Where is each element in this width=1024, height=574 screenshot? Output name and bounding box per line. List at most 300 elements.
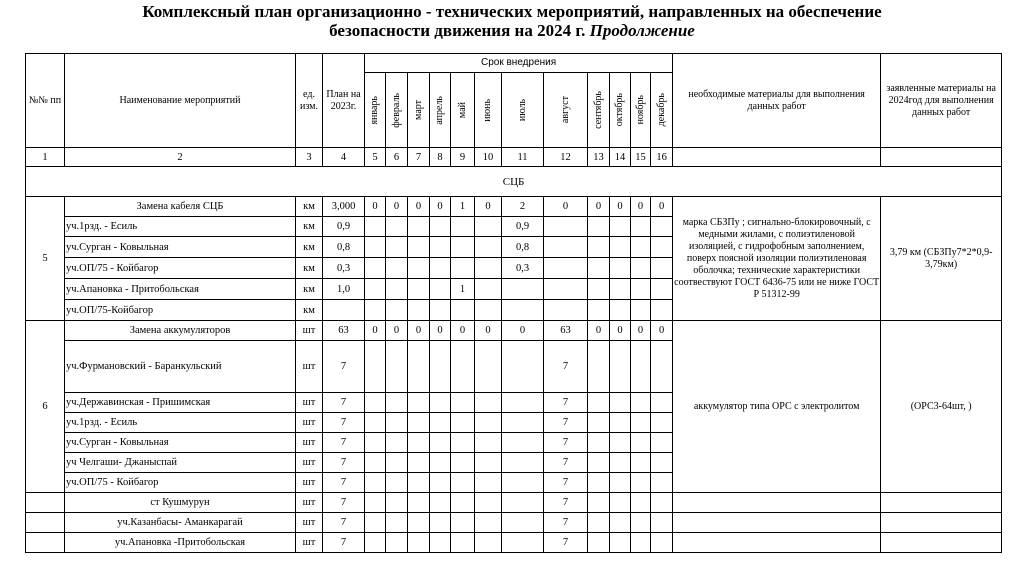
header-month-label: февраль <box>390 92 402 128</box>
column-number: 5 <box>365 148 386 167</box>
row-month-value <box>631 513 651 533</box>
row-month-value: 0 <box>386 197 408 217</box>
row-month-value <box>651 300 673 321</box>
row-month-value <box>651 433 673 453</box>
row-month-value <box>475 393 502 413</box>
header-month <box>475 73 502 148</box>
row-month-value <box>430 217 451 237</box>
header-plan: План на 2023г. <box>323 54 365 148</box>
row-month-value <box>430 258 451 279</box>
row-month-value: 0,8 <box>502 237 544 258</box>
row-month-value <box>408 513 430 533</box>
row-materials-empty <box>673 493 881 513</box>
row-plan: 63 <box>323 321 365 341</box>
row-month-value <box>475 258 502 279</box>
row-month-value <box>610 513 631 533</box>
row-plan: 7 <box>323 473 365 493</box>
row-plan: 0,3 <box>323 258 365 279</box>
row-unit: шт <box>296 513 323 533</box>
row-month-value <box>365 393 386 413</box>
row-unit: шт <box>296 433 323 453</box>
row-plan: 7 <box>323 493 365 513</box>
row-month-value <box>610 533 631 553</box>
row-name: уч.Сурган - Ковыльная <box>65 433 296 453</box>
row-month-value <box>386 433 408 453</box>
table-row <box>26 493 1002 513</box>
row-month-value <box>408 433 430 453</box>
column-number: 1 <box>26 148 65 167</box>
header-month-label: январь <box>369 95 380 125</box>
row-month-value <box>451 393 475 413</box>
row-month-value <box>610 493 631 513</box>
row-month-value <box>544 258 588 279</box>
materials-declared: 3,79 км (СБЗПу7*2*0,9-3,79км) <box>881 197 1002 321</box>
row-month-value: 7 <box>544 473 588 493</box>
header-month-label: сентябрь <box>592 91 604 129</box>
header-num: №№ пп <box>26 54 65 148</box>
row-name: ст Кушмурун <box>65 493 296 513</box>
row-unit: шт <box>296 413 323 433</box>
row-month-value <box>502 493 544 513</box>
row-month-value: 0 <box>610 197 631 217</box>
row-month-value <box>475 433 502 453</box>
row-month-value <box>451 453 475 473</box>
table-row <box>26 197 1002 217</box>
row-month-value <box>651 413 673 433</box>
row-month-value <box>588 258 610 279</box>
row-month-value <box>451 533 475 553</box>
row-month-value: 7 <box>544 493 588 513</box>
row-month-value <box>430 453 451 473</box>
header-month-label: май <box>456 101 468 119</box>
row-month-value <box>502 533 544 553</box>
row-unit: км <box>296 197 323 217</box>
row-month-value <box>475 533 502 553</box>
row-month-value: 0 <box>610 321 631 341</box>
header-deadline: Срок внедрения <box>365 54 673 73</box>
row-month-value <box>408 473 430 493</box>
row-month-value: 0 <box>588 321 610 341</box>
header-month-label: декабрь <box>655 93 667 127</box>
row-month-value <box>430 493 451 513</box>
row-plan: 0,8 <box>323 237 365 258</box>
materials-needed: марка СБЗПу ; сигнально-блокировочный, с медными жилами, с полиэтиленовой изоляцией, с гидрофобным заполнением, поверх поясной изоляции полиэтиленовая оболочка; технические характеристики соотвествуют ГОСТ 6436-75 или не ниже ГОСТ Р 51312-99 <box>673 197 881 321</box>
row-month-value <box>631 258 651 279</box>
row-month-value <box>408 237 430 258</box>
row-month-value <box>408 533 430 553</box>
row-month-value <box>544 300 588 321</box>
row-month-value: 0 <box>430 321 451 341</box>
row-month-value <box>610 217 631 237</box>
column-number: 10 <box>475 148 502 167</box>
row-month-value <box>430 279 451 300</box>
title-continued: Продолжение <box>589 21 695 40</box>
header-month <box>365 73 386 148</box>
row-month-value <box>610 237 631 258</box>
row-month-value <box>475 300 502 321</box>
row-month-value <box>631 279 651 300</box>
row-month-value <box>365 300 386 321</box>
row-month-value <box>631 493 651 513</box>
row-month-value <box>610 453 631 473</box>
row-month-value <box>588 393 610 413</box>
row-month-value <box>365 279 386 300</box>
row-month-value <box>631 217 651 237</box>
header-month-label: июль <box>516 98 528 122</box>
row-month-value: 7 <box>544 453 588 473</box>
row-month-value <box>651 258 673 279</box>
column-number: 16 <box>651 148 673 167</box>
row-month-value <box>651 217 673 237</box>
row-month-value: 7 <box>544 433 588 453</box>
header-month <box>544 73 588 148</box>
column-number: 11 <box>502 148 544 167</box>
row-month-value: 7 <box>544 513 588 533</box>
row-month-value <box>430 513 451 533</box>
row-materials-empty <box>881 513 1002 533</box>
row-month-value <box>365 237 386 258</box>
row-plan: 7 <box>323 533 365 553</box>
page-title <box>0 2 1024 40</box>
column-number: 12 <box>544 148 588 167</box>
header-month-label: июнь <box>482 98 493 122</box>
row-month-value: 0 <box>430 197 451 217</box>
row-name: уч.Державинская - Пришимская <box>65 393 296 413</box>
column-number-empty <box>881 148 1002 167</box>
row-month-value <box>408 453 430 473</box>
row-month-value <box>631 433 651 453</box>
row-name: Замена кабеля СЦБ <box>65 197 296 217</box>
header-materials-needed: необходимые материалы для выполнения данных работ <box>673 54 881 148</box>
row-month-value <box>610 341 631 393</box>
row-month-value <box>451 300 475 321</box>
row-month-value <box>408 493 430 513</box>
row-plan: 1,0 <box>323 279 365 300</box>
row-month-value <box>651 393 673 413</box>
header-month <box>631 73 651 148</box>
row-materials-empty <box>881 493 1002 513</box>
row-plan: 7 <box>323 513 365 533</box>
column-number: 13 <box>588 148 610 167</box>
title-line-2 <box>0 21 1024 40</box>
row-month-value <box>386 533 408 553</box>
row-month-value: 0 <box>475 321 502 341</box>
row-month-value <box>408 258 430 279</box>
row-plan: 7 <box>323 433 365 453</box>
header-month <box>386 73 408 148</box>
row-month-value <box>386 258 408 279</box>
row-month-value: 7 <box>544 533 588 553</box>
row-num-empty <box>26 513 65 533</box>
row-month-value <box>408 217 430 237</box>
row-month-value <box>588 413 610 433</box>
table-row <box>26 321 1002 341</box>
row-name: уч.Фурмановский - Баранкульский <box>65 341 296 393</box>
row-month-value <box>588 493 610 513</box>
row-month-value <box>588 473 610 493</box>
row-name: уч.Апановка - Притобольская <box>65 279 296 300</box>
row-month-value: 0 <box>502 321 544 341</box>
row-unit: шт <box>296 493 323 513</box>
row-month-value <box>386 393 408 413</box>
row-num-empty <box>26 533 65 553</box>
row-name: уч.Апановка -Притобольская <box>65 533 296 553</box>
row-month-value <box>386 279 408 300</box>
header-month-label: апрель <box>434 95 445 125</box>
row-month-value <box>430 393 451 413</box>
row-month-value <box>588 237 610 258</box>
row-plan: 7 <box>323 341 365 393</box>
row-unit: км <box>296 217 323 237</box>
row-name: Замена аккумуляторов <box>65 321 296 341</box>
group-number: 5 <box>26 197 65 321</box>
row-month-value: 0 <box>475 197 502 217</box>
row-month-value <box>430 300 451 321</box>
row-month-value: 0 <box>651 197 673 217</box>
row-month-value: 0 <box>451 321 475 341</box>
row-month-value <box>610 300 631 321</box>
header-unit: ед. изм. <box>296 54 323 148</box>
row-month-value <box>386 217 408 237</box>
row-month-value <box>631 393 651 413</box>
row-month-value <box>502 513 544 533</box>
row-month-value <box>430 237 451 258</box>
row-materials-empty <box>881 533 1002 553</box>
row-month-value <box>386 473 408 493</box>
row-month-value <box>651 473 673 493</box>
row-month-value <box>475 413 502 433</box>
column-number: 3 <box>296 148 323 167</box>
row-plan: 7 <box>323 413 365 433</box>
materials-declared: (ОРС3-64шт, ) <box>881 321 1002 493</box>
row-month-value <box>631 237 651 258</box>
row-month-value <box>451 473 475 493</box>
row-month-value <box>365 341 386 393</box>
column-number-empty <box>673 148 881 167</box>
row-month-value <box>651 341 673 393</box>
row-month-value <box>430 413 451 433</box>
row-name: уч.Казанбасы- Аманкарагай <box>65 513 296 533</box>
row-month-value <box>631 413 651 433</box>
column-number: 8 <box>430 148 451 167</box>
row-unit: км <box>296 258 323 279</box>
header-month-label: март <box>412 100 424 120</box>
row-month-value <box>588 453 610 473</box>
row-month-value <box>451 217 475 237</box>
row-month-value <box>365 217 386 237</box>
row-month-value <box>386 513 408 533</box>
header-month <box>408 73 430 148</box>
row-unit: шт <box>296 473 323 493</box>
row-name: уч Челгаши- Джаныспай <box>65 453 296 473</box>
row-unit: шт <box>296 393 323 413</box>
row-month-value <box>544 237 588 258</box>
row-month-value <box>610 413 631 433</box>
row-unit: км <box>296 237 323 258</box>
row-month-value: 0 <box>631 197 651 217</box>
row-month-value: 0 <box>588 197 610 217</box>
row-month-value <box>502 300 544 321</box>
row-month-value <box>408 300 430 321</box>
plan-body <box>26 197 1002 553</box>
table-row <box>26 513 1002 533</box>
row-month-value <box>502 413 544 433</box>
row-month-value <box>502 473 544 493</box>
row-month-value <box>475 279 502 300</box>
row-month-value <box>502 433 544 453</box>
row-month-value <box>502 279 544 300</box>
header-month <box>451 73 475 148</box>
row-month-value <box>610 393 631 413</box>
row-unit: км <box>296 279 323 300</box>
row-unit: км <box>296 300 323 321</box>
column-number: 4 <box>323 148 365 167</box>
materials-needed: аккумулятор типа ОРС с электролитом <box>673 321 881 493</box>
row-month-value <box>365 453 386 473</box>
row-month-value <box>610 279 631 300</box>
row-month-value <box>651 513 673 533</box>
row-month-value <box>475 237 502 258</box>
row-month-value: 0 <box>631 321 651 341</box>
row-month-value <box>386 413 408 433</box>
row-num-empty <box>26 493 65 513</box>
row-name: уч.ОП/75 - Койбагор <box>65 258 296 279</box>
row-month-value <box>502 341 544 393</box>
plan-table <box>25 53 1002 553</box>
row-month-value <box>451 493 475 513</box>
row-month-value <box>651 453 673 473</box>
column-number: 6 <box>386 148 408 167</box>
column-number: 7 <box>408 148 430 167</box>
group-number: 6 <box>26 321 65 493</box>
row-month-value <box>475 341 502 393</box>
row-month-value <box>365 413 386 433</box>
title-line-1: Комплексный план организационно - технических мероприятий, направленных на обеспечение <box>142 2 882 21</box>
row-plan <box>323 300 365 321</box>
row-unit: шт <box>296 321 323 341</box>
row-month-value <box>451 341 475 393</box>
row-month-value <box>365 473 386 493</box>
row-name: уч.Сурган - Ковыльная <box>65 237 296 258</box>
row-month-value: 0 <box>408 321 430 341</box>
row-month-value <box>451 513 475 533</box>
row-month-value <box>502 453 544 473</box>
header-month-label: август <box>559 96 571 124</box>
row-month-value <box>475 493 502 513</box>
row-month-value <box>610 433 631 453</box>
row-unit: шт <box>296 453 323 473</box>
row-month-value: 2 <box>502 197 544 217</box>
row-name: уч.1рзд. - Есиль <box>65 217 296 237</box>
section-title: СЦБ <box>26 167 1002 197</box>
row-month-value: 0 <box>408 197 430 217</box>
row-month-value: 0,9 <box>502 217 544 237</box>
row-month-value <box>408 279 430 300</box>
row-unit: шт <box>296 533 323 553</box>
row-month-value <box>588 433 610 453</box>
row-name: уч.ОП/75-Койбагор <box>65 300 296 321</box>
row-month-value <box>475 217 502 237</box>
header-month-label: ноябрь <box>634 95 646 125</box>
header-month-label: октябрь <box>614 93 625 127</box>
row-plan: 0,9 <box>323 217 365 237</box>
column-number: 2 <box>65 148 296 167</box>
row-month-value <box>610 473 631 493</box>
row-month-value: 7 <box>544 341 588 393</box>
header-name: Наименование мероприятий <box>65 54 296 148</box>
header-month <box>502 73 544 148</box>
row-month-value <box>502 393 544 413</box>
row-month-value: 63 <box>544 321 588 341</box>
column-number: 9 <box>451 148 475 167</box>
row-month-value: 7 <box>544 413 588 433</box>
row-month-value <box>610 258 631 279</box>
column-number: 15 <box>631 148 651 167</box>
row-month-value <box>451 413 475 433</box>
row-month-value: 1 <box>451 197 475 217</box>
row-month-value: 0 <box>386 321 408 341</box>
row-month-value <box>651 279 673 300</box>
row-unit: шт <box>296 341 323 393</box>
row-month-value <box>451 237 475 258</box>
row-month-value <box>544 217 588 237</box>
row-month-value <box>631 473 651 493</box>
row-month-value: 0 <box>651 321 673 341</box>
row-month-value <box>588 341 610 393</box>
column-numbers-row <box>26 148 1002 167</box>
row-month-value <box>365 493 386 513</box>
row-month-value: 0 <box>544 197 588 217</box>
header-month <box>610 73 631 148</box>
row-month-value <box>386 493 408 513</box>
row-month-value <box>588 279 610 300</box>
row-month-value: 0,3 <box>502 258 544 279</box>
row-month-value: 7 <box>544 393 588 413</box>
row-month-value <box>408 413 430 433</box>
row-name: уч.ОП/75 - Койбагор <box>65 473 296 493</box>
row-month-value <box>651 533 673 553</box>
row-materials-empty <box>673 533 881 553</box>
row-month-value <box>386 453 408 473</box>
row-month-value <box>365 513 386 533</box>
row-month-value <box>430 473 451 493</box>
row-month-value: 0 <box>365 321 386 341</box>
row-month-value <box>430 533 451 553</box>
row-month-value <box>588 217 610 237</box>
header-month <box>651 73 673 148</box>
row-month-value <box>451 258 475 279</box>
row-month-value: 1 <box>451 279 475 300</box>
row-month-value <box>430 341 451 393</box>
row-month-value <box>386 237 408 258</box>
row-plan: 3,000 <box>323 197 365 217</box>
row-month-value <box>588 513 610 533</box>
header-month <box>430 73 451 148</box>
row-month-value <box>475 453 502 473</box>
row-plan: 7 <box>323 453 365 473</box>
row-plan: 7 <box>323 393 365 413</box>
row-month-value <box>631 300 651 321</box>
row-month-value <box>475 473 502 493</box>
row-month-value <box>365 258 386 279</box>
row-month-value <box>588 533 610 553</box>
row-month-value <box>544 279 588 300</box>
header-month <box>588 73 610 148</box>
row-month-value <box>365 533 386 553</box>
row-month-value <box>588 300 610 321</box>
header-materials-declared: заявленные материалы на 2024год для выполнения данных работ <box>881 54 1002 148</box>
row-month-value <box>475 513 502 533</box>
